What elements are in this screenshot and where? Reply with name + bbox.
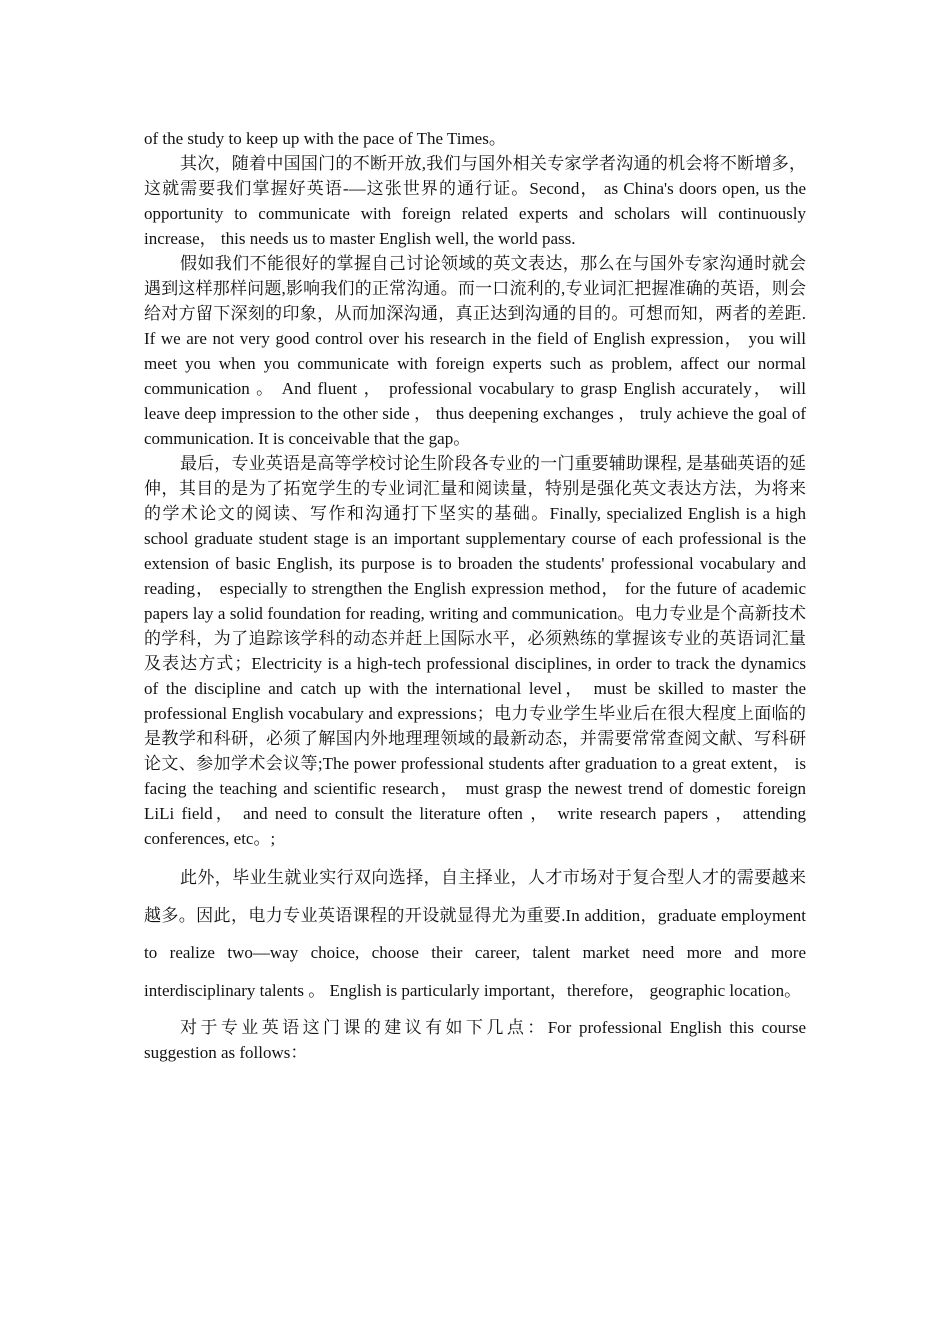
paragraph-in-addition: 此外，毕业生就业实行双向选择，自主择业，人才市场对于复合型人才的需要越来越多。因此，电力专业英语课程的开设就显得尤为重要.In addition，graduate employment to realize two—way choice, choose their career, talent market need more and more interdisciplinary talents 。 English is particularly important，therefore， geographic location。 [144, 868, 806, 1000]
paragraph-communication: 假如我们不能很好的掌握自己讨论领域的英文表达，那么在与国外专家沟通时就会遇到这样那样问题,影响我们的正常沟通。而一口流利的,专业词汇把握准确的英语，则会给对方留下深刻的印象，从而加深沟通，真正达到沟通的目的。可想而知，两者的差距. If we are not very good control over his research in the field of English expression， you will meet you when you communicate with foreign experts such as problem, affect our normal communication 。 And fluent ， professional vocabulary to grasp English accurately， will leave deep impression to the other side ， thus deepening exchanges ， truly achieve the goal of communication. It is conceivable that the gap。 [144, 254, 806, 448]
document-page [144, 126, 806, 1065]
paragraph-second: 其次，随着中国国门的不断开放,我们与国外相关专家学者沟通的机会将不断增多，这就需要我们掌握好英语-—这张世界的通行证。Second， as China's doors open, us the opportunity to communicate with foreign related experts and scholars will continuously increase， this needs us to master English well, the world pass. [144, 154, 806, 248]
paragraph-finally: 最后，专业英语是高等学校讨论生阶段各专业的一门重要辅助课程, 是基础英语的延伸，其目的是为了拓宽学生的专业词汇量和阅读量，特别是强化英文表达方法，为将来的学术论文的阅读、写作和沟通打下坚实的基础。Finally, specialized English is a high school graduate student stage is an important supplementary course of each professional is the extension of basic English, its purpose is to broaden the students' professional vocabulary and reading， especially to strengthen the English expression method， for the future of academic papers lay a solid foundation for reading, writing and communication。电力专业是个高新技术的学科，为了追踪该学科的动态并赶上国际水平，必须熟练的掌握该专业的英语词汇量及表达方式；Electricity is a high-tech professional disciplines, in order to track the dynamics of the discipline and catch up with the international level， must be skilled to master the professional English vocabulary and expressions；电力专业学生毕业后在很大程度上面临的是教学和科研，必须了解国内外地理理领域的最新动态，并需要常常查阅文献、写科研论文、参加学术会议等;The power professional students after graduation to a great extent， is facing the teaching and scientific research， must grasp the newest trend of domestic foreign LiLi field， and need to consult the literature often ， write research papers ， attending conferences, etc。; [144, 454, 806, 848]
paragraph-suggestions: 对于专业英语这门课的建议有如下几点：For professional English this course suggestion as follows： [144, 1018, 806, 1062]
paragraph-continuation: of the study to keep up with the pace of The Times。 [144, 129, 506, 148]
